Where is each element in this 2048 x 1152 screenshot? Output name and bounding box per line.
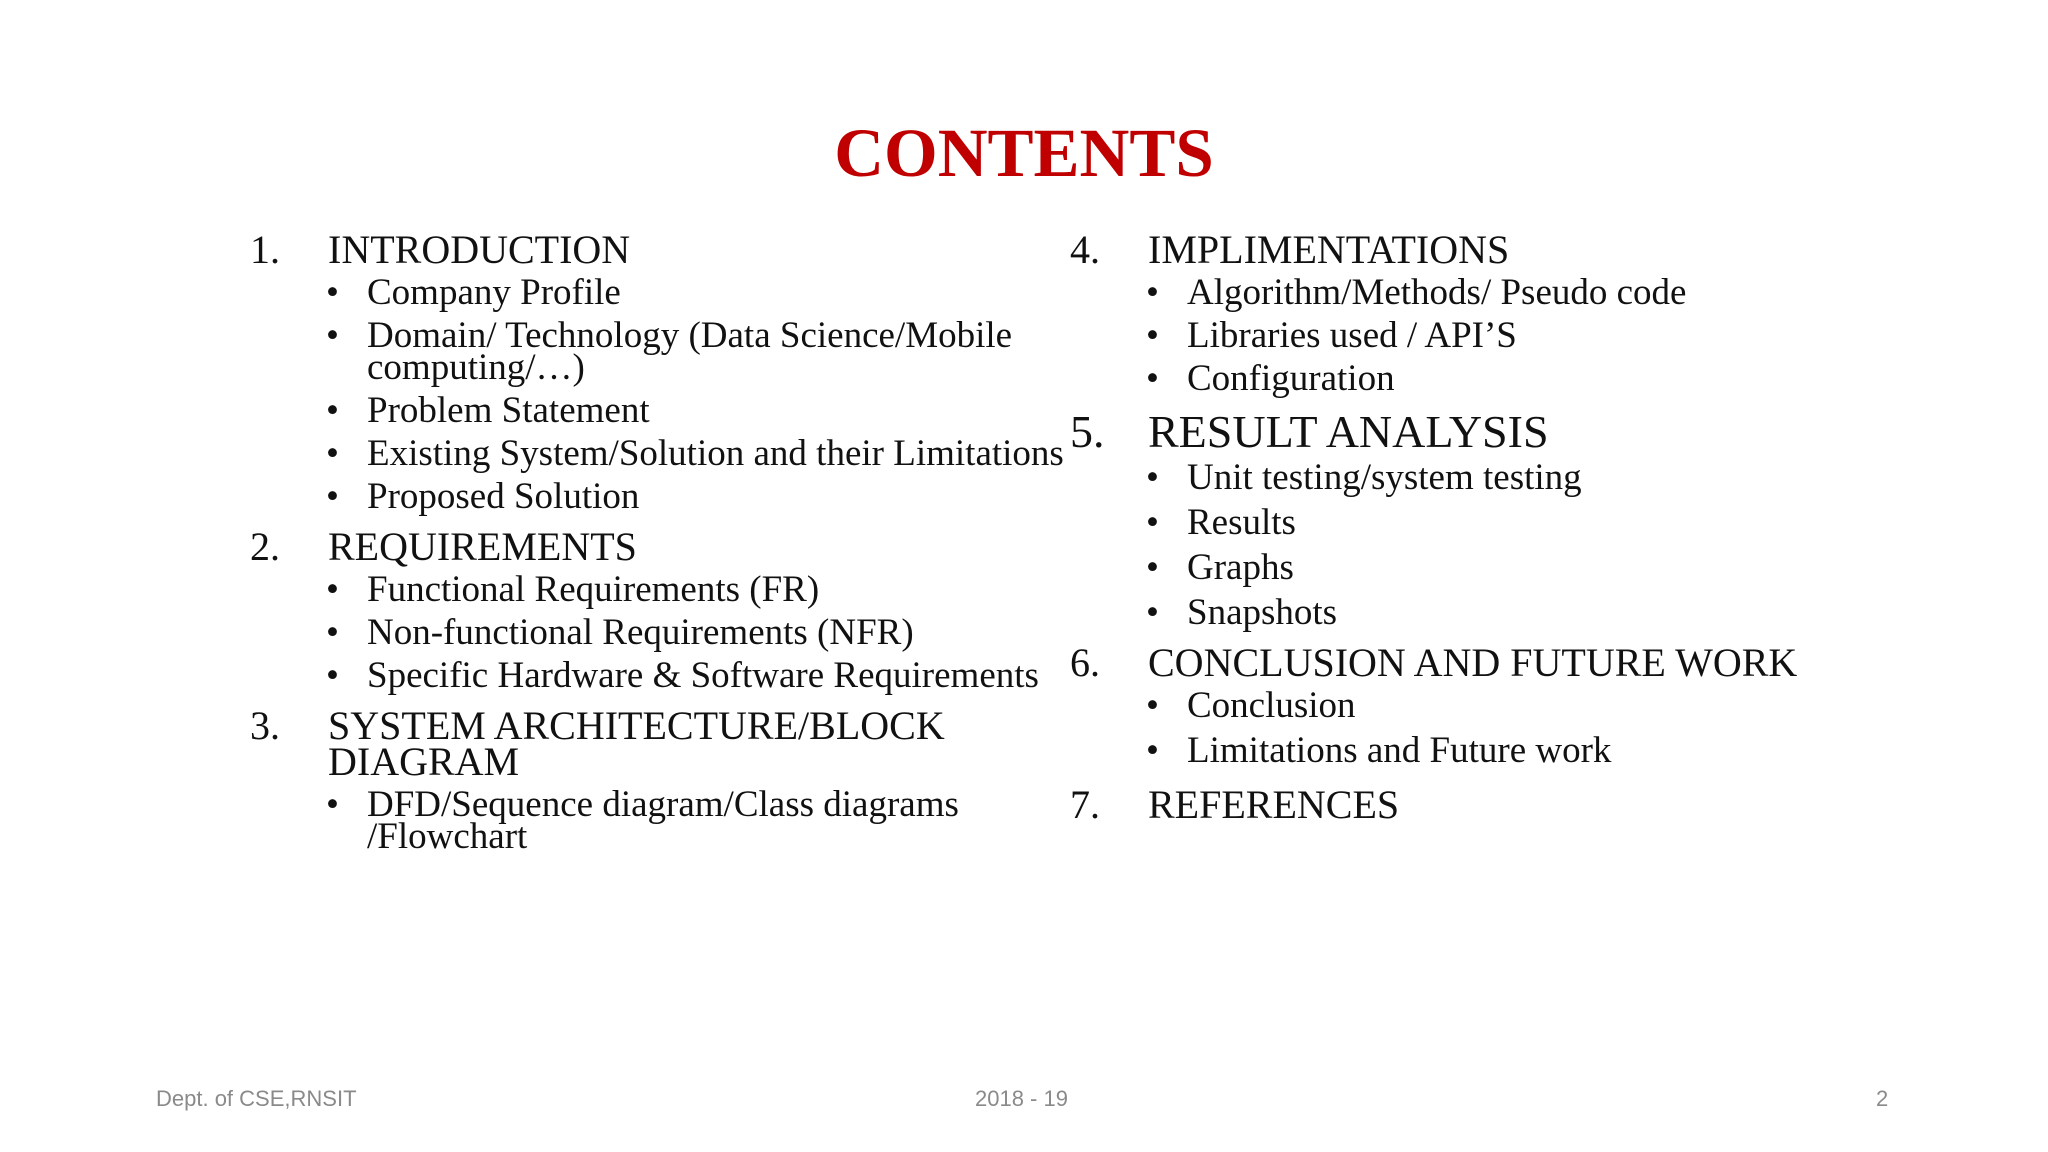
- bullet-icon: •: [1146, 315, 1159, 356]
- list-item: [1070, 358, 1950, 399]
- section-title: REQUIREMENTS: [328, 524, 637, 569]
- section-heading: [1070, 782, 1950, 827]
- slide-title: CONTENTS: [834, 115, 1214, 191]
- section-number: 7.: [1070, 782, 1100, 827]
- list-item: [1070, 272, 1950, 313]
- list-item: [250, 315, 1070, 388]
- section-number: 5.: [1070, 406, 1105, 457]
- bullet-icon: •: [1146, 547, 1159, 588]
- list-item-text: Configuration: [1187, 358, 1395, 399]
- bullet-icon: •: [326, 655, 339, 696]
- bullet-icon: •: [326, 784, 339, 825]
- list-item: [1070, 502, 1950, 543]
- section-heading: [250, 524, 1070, 569]
- section-number: 1.: [250, 227, 280, 272]
- section-introduction: [250, 227, 1070, 517]
- list-item-text: Results: [1187, 502, 1296, 543]
- section-heading: [250, 703, 1070, 784]
- list-item-text: Proposed Solution: [367, 476, 640, 517]
- list-item: [250, 784, 1070, 857]
- bullet-icon: •: [326, 272, 339, 313]
- section-implimentations: [1070, 227, 1950, 399]
- list-item-text: Specific Hardware & Software Requirements: [367, 655, 1039, 696]
- section-title: INTRODUCTION: [328, 227, 631, 272]
- bullet-icon: •: [1146, 358, 1159, 399]
- bullet-icon: •: [326, 612, 339, 653]
- bullet-list: [250, 569, 1070, 696]
- footer-year: 2018 - 19: [975, 1086, 1068, 1111]
- section-title: CONCLUSION AND FUTURE WORK: [1148, 640, 1798, 685]
- list-item-text: Libraries used / API’S: [1187, 315, 1517, 356]
- list-item-text: DFD/Sequence diagram/Class diagrams /Flowchart: [367, 784, 959, 857]
- bullet-icon: •: [326, 476, 339, 517]
- section-title: IMPLIMENTATIONS: [1148, 227, 1510, 272]
- section-requirements: [250, 524, 1070, 696]
- list-item-text: Limitations and Future work: [1187, 730, 1612, 771]
- section-number: 2.: [250, 524, 280, 569]
- section-heading: [1070, 227, 1950, 272]
- bullet-icon: •: [326, 433, 339, 474]
- list-item: [250, 272, 1070, 313]
- list-item-text: Algorithm/Methods/ Pseudo code: [1187, 272, 1687, 313]
- footer-page-number: 2: [1876, 1086, 1889, 1111]
- section-result-analysis: [1070, 406, 1950, 633]
- bullet-icon: •: [1146, 592, 1159, 633]
- list-item: [1070, 457, 1950, 498]
- list-item-text: Graphs: [1187, 547, 1294, 588]
- bullet-list: [1070, 685, 1950, 771]
- list-item: [250, 612, 1070, 653]
- section-title: REFERENCES: [1148, 782, 1400, 827]
- list-item: [1070, 685, 1950, 726]
- bullet-icon: •: [1146, 730, 1159, 771]
- list-item: [1070, 315, 1950, 356]
- list-item-text: Domain/ Technology (Data Science/Mobile computing/…): [367, 315, 1013, 388]
- list-item: [250, 655, 1070, 696]
- bullet-list: [1070, 272, 1950, 399]
- list-item-text: Functional Requirements (FR): [367, 569, 820, 610]
- list-item: [250, 390, 1070, 431]
- section-number: 6.: [1070, 640, 1100, 685]
- list-item-text: Non-functional Requirements (NFR): [367, 612, 914, 653]
- section-number: 4.: [1070, 227, 1100, 272]
- bullet-icon: •: [326, 315, 339, 356]
- bullet-icon: •: [1146, 685, 1159, 726]
- list-item: [1070, 730, 1950, 771]
- bullet-icon: •: [1146, 502, 1159, 543]
- footer-department: Dept. of CSE,RNSIT: [156, 1086, 357, 1111]
- list-item-text: Existing System/Solution and their Limitations: [367, 433, 1064, 474]
- list-item: [250, 476, 1070, 517]
- bullet-icon: •: [326, 569, 339, 610]
- section-title: RESULT ANALYSIS: [1148, 406, 1549, 457]
- section-system-architecture: [250, 703, 1070, 857]
- bullet-icon: •: [1146, 272, 1159, 313]
- list-item-text: Company Profile: [367, 272, 621, 313]
- bullet-list: [250, 784, 1070, 857]
- list-item-text: Unit testing/system testing: [1187, 457, 1582, 498]
- bullet-list: [250, 272, 1070, 517]
- section-title: SYSTEM ARCHITECTURE/BLOCK DIAGRAM: [328, 703, 945, 784]
- bullet-icon: •: [1146, 457, 1159, 498]
- section-heading: [1070, 640, 1950, 685]
- list-item: [1070, 592, 1950, 633]
- section-heading: [1070, 406, 1950, 457]
- contents-right-column: [1070, 227, 1950, 827]
- list-item-text: Snapshots: [1187, 592, 1338, 633]
- list-item: [250, 433, 1070, 474]
- list-item: [250, 569, 1070, 610]
- section-heading: [250, 227, 1070, 272]
- contents-left-column: [250, 227, 1070, 857]
- bullet-icon: •: [326, 390, 339, 431]
- section-references: [1070, 782, 1950, 827]
- section-conclusion: [1070, 640, 1950, 771]
- list-item: [1070, 547, 1950, 588]
- list-item-text: Conclusion: [1187, 685, 1356, 726]
- section-number: 3.: [250, 703, 280, 748]
- list-item-text: Problem Statement: [367, 390, 650, 431]
- bullet-list: [1070, 457, 1950, 633]
